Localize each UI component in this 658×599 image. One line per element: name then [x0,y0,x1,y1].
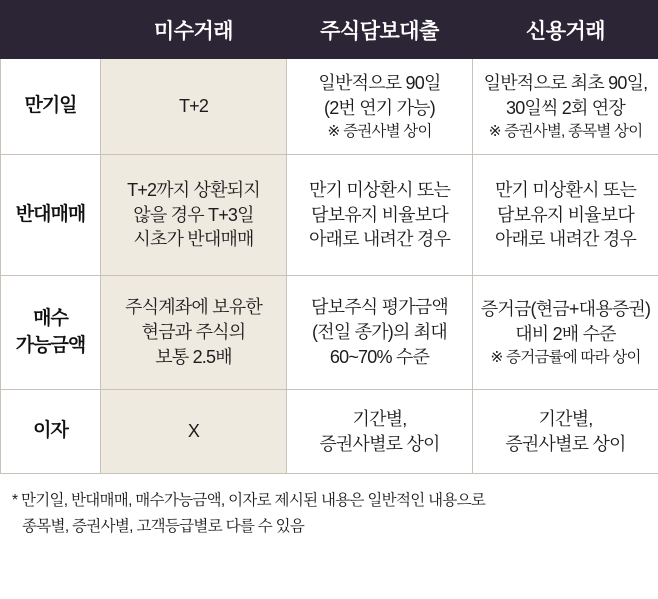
cell-note: ※ 증거금률에 따라 상이 [490,348,641,366]
cell-line: 대비 2배 수준 [515,323,616,344]
column-header-credit: 신용거래 [473,1,658,59]
cell-maturity-misu [101,59,287,155]
cell-line: 기간별, [538,408,593,429]
cell-note: ※ 증권사별, 종목별 상이 [488,122,643,140]
footnote [0,488,658,541]
cell-maturity-credit [473,59,658,155]
cell-forced-liquidation-credit [473,155,658,276]
row-header-line: 매수 [33,308,68,330]
cell-line: 보통 2.5배 [155,346,232,367]
row-header-forced-liquidation: 반대매매 [1,155,101,276]
cell-line: 시초가 반대매매 [133,229,254,250]
cell-note: ※ 증권사별 상이 [327,122,432,140]
row-header-maturity: 만기일 [1,59,101,155]
cell-line: 현금과 주식의 [141,322,246,343]
table-row [1,276,658,390]
cell-line: 주식계좌에 보유한 [125,297,262,318]
cell-line: 기간별, [352,408,407,429]
cell-interest-stock-loan [287,390,473,474]
cell-line: 만기 미상환시 또는 [494,179,637,200]
table-row [1,155,658,276]
table-row [1,59,658,155]
cell-line: T+2 [178,96,209,117]
cell-line: (2번 연기 가능) [324,97,435,118]
cell-buying-power-stock-loan [287,276,473,390]
column-header-misu: 미수거래 [101,1,287,59]
cell-line: 일반적으로 90일 [318,72,441,93]
cell-line: 일반적으로 최초 90일, [483,72,648,93]
cell-line: T+2까지 상환되지 [127,179,260,200]
cell-line: 만기 미상환시 또는 [308,179,451,200]
row-header-interest: 이자 [1,390,101,474]
table-corner-cell [1,1,101,59]
cell-buying-power-misu [101,276,287,390]
cell-line: 증거금(현금+대용증권) [480,298,651,319]
cell-line: 아래로 내려간 경우 [494,229,637,250]
cell-line: 담보유지 비율보다 [311,204,448,225]
row-header-line: 가능금액 [15,334,86,356]
cell-forced-liquidation-misu [101,155,287,276]
table-row [1,390,658,474]
cell-line: (전일 종가)의 최대 [312,322,447,343]
cell-maturity-stock-loan [287,59,473,155]
cell-line: 아래로 내려간 경우 [308,229,451,250]
cell-line: 60~70% 수준 [329,346,430,367]
cell-line: 증권사별로 상이 [505,433,626,454]
table-header-row [1,1,658,59]
table-header [1,1,658,59]
cell-line: 증권사별로 상이 [319,433,440,454]
table-body [1,59,658,474]
cell-interest-credit [473,390,658,474]
cell-line: 30일씩 2회 연장 [506,97,625,118]
footnote-line-2: 종목별, 증권사별, 고객등급별로 다를 수 있음 [22,518,305,536]
footnote-line-1: * 만기일, 반대매매, 매수가능금액, 이자로 제시된 내용은 일반적인 내용으로 [12,492,486,509]
cell-buying-power-credit [473,276,658,390]
cell-line: 않을 경우 T+3일 [133,204,254,225]
cell-line: 담보유지 비율보다 [497,204,634,225]
row-header-buying-power [1,276,101,390]
cell-forced-liquidation-stock-loan [287,155,473,276]
column-header-stock-loan: 주식담보대출 [287,1,473,59]
cell-line: 담보주식 평가금액 [311,297,448,318]
cell-line: X [187,421,200,442]
cell-interest-misu [101,390,287,474]
